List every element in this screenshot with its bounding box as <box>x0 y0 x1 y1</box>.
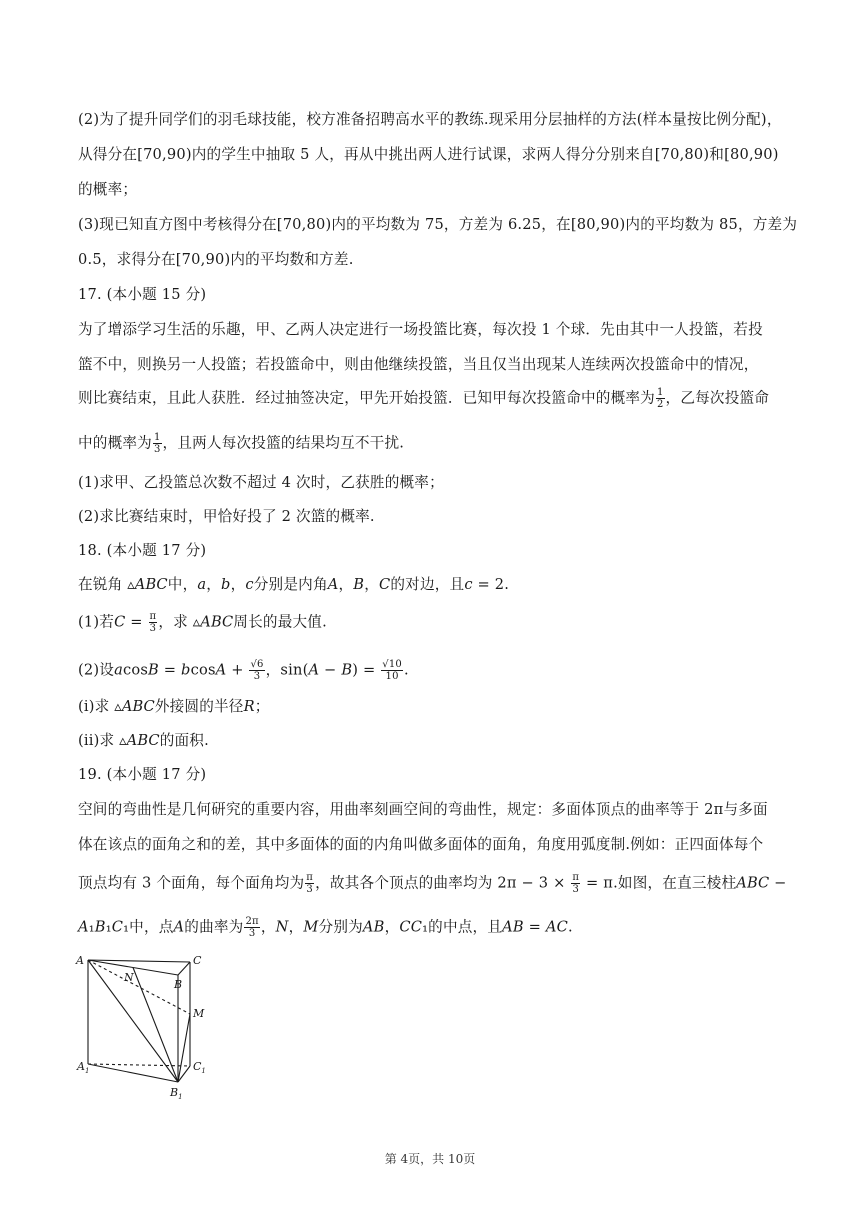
q18-sub1-text-b: ，求 ▵𝐴𝐵𝐶周长的最大值. <box>158 613 327 631</box>
fraction-2pi-over-3: $\frac{2\pi}{3}$ <box>245 916 259 939</box>
q18-sub2 <box>78 659 409 682</box>
q19-line1: 空间的弯曲性是几何研究的重要内容，用曲率刻画空间的弯曲性，规定：多面体顶点的曲率等于 2π与多面 <box>78 801 768 818</box>
page-footer: 第 4页，共 10页 <box>384 1152 476 1166</box>
q17-sub1: (1)求甲、乙投篮总次数不超过 4 次时，乙获胜的概率； <box>78 474 444 491</box>
fraction-pi-over-3: $\frac{\pi}{3}$ <box>572 872 580 895</box>
q18-sub2-text-a: (2)设𝑎cos𝐵 = 𝑏cos𝐴 + <box>78 661 249 679</box>
q17-line2: 篮不中，则换另一人投篮；若投篮命中，则由他继续投篮，当且仅当出现某人连续两次投篮命中的情况， <box>78 356 759 373</box>
label-a1: $A_1$ <box>77 1060 90 1075</box>
edge-b1m <box>178 1014 190 1082</box>
fraction-pi-over-3: $\frac{\pi}{3}$ <box>149 611 157 634</box>
q19-line3-text-c: = π.如图，在直三棱柱𝐴𝐵𝐶 − <box>581 874 787 892</box>
q18-sub2-text-c: . <box>403 661 409 679</box>
q19-line2: 体在该点的面角之和的差，其中多面体的面的内角叫做多面体的面角，角度用弧度制.例如：正四面体每个 <box>78 836 764 853</box>
q18-sub-i: (i)求 ▵𝐴𝐵𝐶外接圆的半径𝑅； <box>78 698 270 715</box>
q17-line4-text-a: 中的概率为 <box>78 434 152 452</box>
label-a: A <box>76 954 84 967</box>
q17-line3-text-b: ，乙每次投篮命 <box>665 389 770 407</box>
q19-line4 <box>78 916 573 939</box>
q19-header: 19. (本小题 17 分) <box>78 766 207 783</box>
q18-line1: 在锐角 ▵𝐴𝐵𝐶中，𝑎，𝑏，𝑐分别是内角𝐴，𝐵，𝐶的对边，且𝑐 = 2. <box>78 576 510 593</box>
label-b1: $B_1$ <box>170 1086 183 1100</box>
q17-line4-text-b: ，且两人每次投篮的结果均互不干扰. <box>162 434 405 452</box>
edge-bc <box>178 962 190 975</box>
edge-a1b1 <box>88 1064 178 1082</box>
label-n: N <box>124 971 134 984</box>
q16-part2-line2: 从得分在[70,90)内的学生中抽取 5 人，再从中挑出两人进行试课，求两人得分分别来自[70,80)和[80,90) <box>78 146 779 163</box>
q16-part2-line3: 的概率； <box>78 181 138 198</box>
edge-ac <box>88 960 190 962</box>
q19-line3-text-b: ，故其各个顶点的曲率均为 2π − 3 × <box>315 874 571 892</box>
q18-sub1 <box>78 611 327 634</box>
edge-a1c1-hidden <box>88 1064 190 1066</box>
q17-line1: 为了增添学习生活的乐趣，甲、乙两人决定进行一场投篮比赛，每次投 1 个球．先由其中一人投篮，若投 <box>78 321 763 338</box>
q17-line3-text-a: 则比赛结束，且此人获胜．经过抽签决定，甲先开始投篮．已知甲每次投篮命中的概率为 <box>78 389 655 407</box>
q18-sub2-text-b: ，sin(𝐴 − 𝐵) = <box>265 661 381 679</box>
fraction-one-third: $\frac{1}{3}$ <box>153 432 161 455</box>
q19-line4-text-a: 𝐴₁𝐵₁𝐶₁中，点𝐴的曲率为 <box>78 918 244 936</box>
fraction-one-half: $\frac{1}{2}$ <box>656 387 664 410</box>
q16-part2-line1: (2)为了提升同学们的羽毛球技能，校方准备招聘高水平的教练.现采用分层抽样的方法(样本量按比例分配)， <box>78 111 782 128</box>
fraction-sqrt6-over-3: $\frac{√6}{3}$ <box>250 659 264 682</box>
q19-line3 <box>78 872 787 895</box>
q18-sub1-text-a: (1)若𝐶 = <box>78 613 148 631</box>
q17-line4 <box>78 432 404 455</box>
q19-line4-text-b: ，𝑁，𝑀分别为𝐴𝐵，𝐶𝐶₁的中点，且𝐴𝐵 = 𝐴𝐶. <box>260 918 573 936</box>
q18-header: 18. (本小题 17 分) <box>78 542 207 559</box>
q19-line3-text-a: 顶点均有 3 个面角，每个面角均为 <box>78 874 305 892</box>
fraction-sqrt10-over-10: $\frac{√10}{10}$ <box>382 659 402 682</box>
label-b: B <box>174 978 183 991</box>
label-m: M <box>193 1007 205 1020</box>
fraction-pi-over-3: $\frac{\pi}{3}$ <box>306 872 314 895</box>
q16-part3-line1: (3)现已知直方图中考核得分在[70,80)内的平均数为 75，方差为 6.25，在[80,90)内的平均数为 85，方差为 <box>78 216 798 233</box>
prism-figure <box>74 950 224 1100</box>
label-c1: $C_1$ <box>193 1060 206 1075</box>
q17-line3 <box>78 387 769 410</box>
q17-header: 17. (本小题 15 分) <box>78 286 207 303</box>
q18-sub-ii: (ii)求 ▵𝐴𝐵𝐶的面积. <box>78 732 209 749</box>
label-c: C <box>193 954 202 967</box>
q17-sub2: (2)求比赛结束时，甲恰好投了 2 次篮的概率. <box>78 508 375 525</box>
q16-part3-line2: 0.5，求得分在[70,90)内的平均数和方差. <box>78 251 354 268</box>
